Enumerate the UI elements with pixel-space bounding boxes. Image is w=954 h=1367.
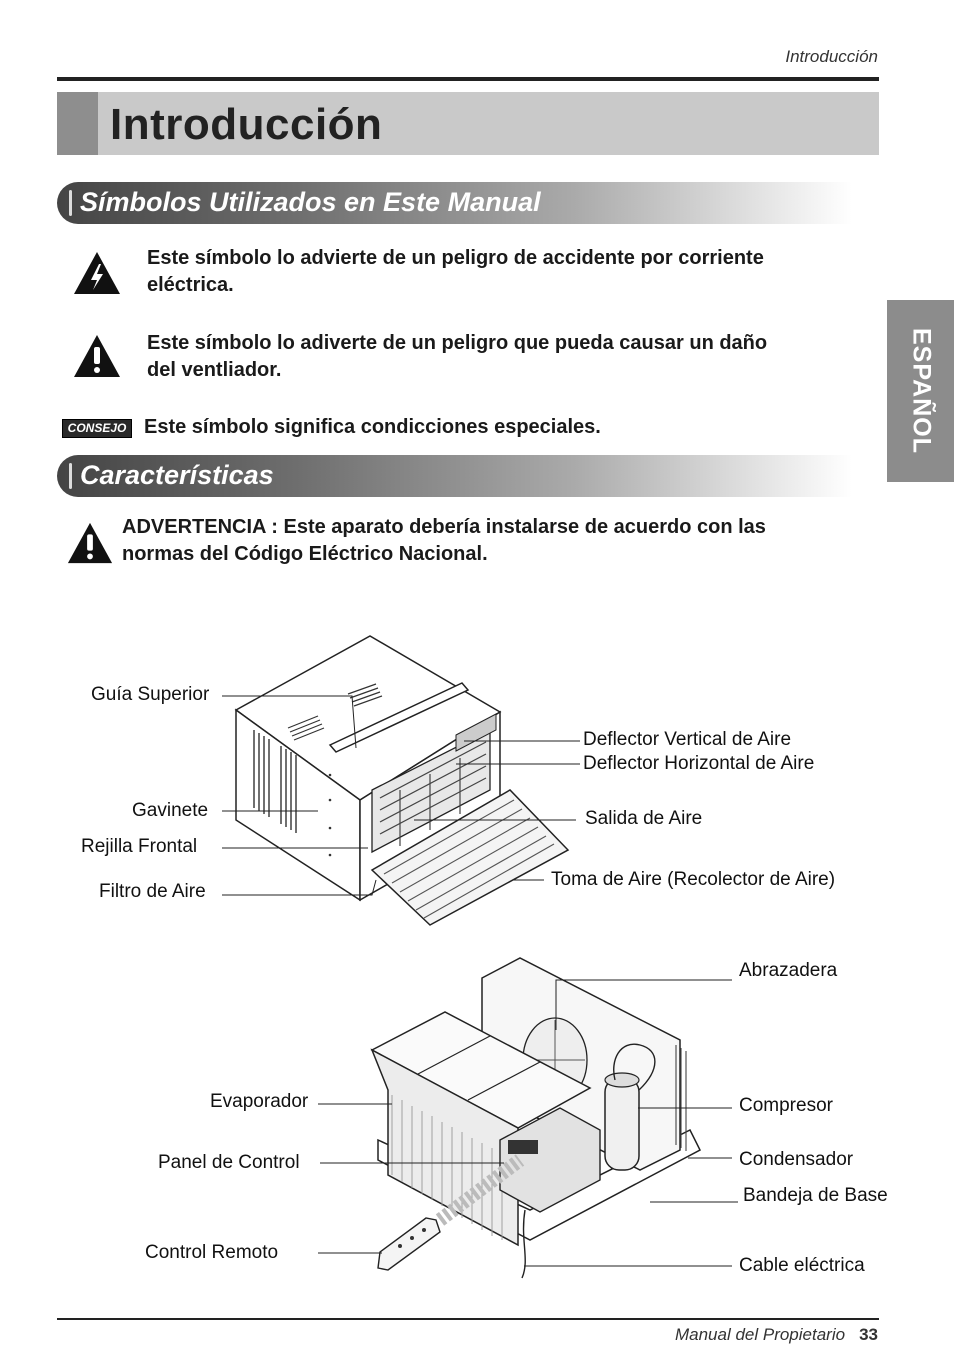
title-accent: [57, 92, 98, 155]
symbol-desc-electric-line1: Este símbolo lo advierte de un peligro de accidente por corriente: [147, 247, 764, 269]
symbol-desc-electric-line2: eléctrica.: [147, 274, 234, 296]
section-heading-symbols-text: Símbolos Utilizados en Este Manual: [80, 187, 541, 217]
section-heading-symbols: [57, 182, 852, 224]
label-control-remoto: Control Remoto: [145, 1242, 279, 1263]
page-title: Introducción: [110, 100, 383, 149]
label-bandeja-base: Bandeja de Base: [743, 1185, 888, 1206]
label-evaporador: Evaporador: [210, 1091, 309, 1112]
label-salida-aire: Salida de Aire: [585, 808, 703, 829]
section-heading-features: [57, 455, 852, 497]
running-header: Introducción: [785, 47, 878, 66]
footer-manual-label: Manual del Propietario: [674, 1325, 846, 1344]
section-heading-features-text: Características: [80, 460, 274, 490]
advertencia-line1: ADVERTENCIA : Este aparato debería instalarse de acuerdo con las: [122, 516, 766, 538]
label-filtro-aire: Filtro de Aire: [99, 881, 206, 902]
warning-icon: [72, 333, 122, 379]
label-condensador: Condensador: [739, 1149, 854, 1170]
consejo-desc: Este símbolo significa condicciones especiales.: [144, 416, 601, 438]
language-tab-label: ESPAÑOL: [907, 328, 935, 454]
label-deflector-horizontal: Deflector Horizontal de Aire: [583, 753, 815, 774]
symbol-desc-warning-line1: Este símbolo lo adiverte de un peligro que pueda causar un daño: [147, 332, 768, 354]
consejo-badge: CONSEJO: [62, 419, 132, 438]
label-toma-aire: Toma de Aire (Recolector de Aire): [551, 869, 836, 890]
bottom-divider: [57, 1318, 879, 1320]
top-divider: [57, 77, 879, 81]
symbol-desc-warning: [147, 330, 767, 384]
language-tab: [887, 300, 954, 482]
page-number: 33: [859, 1325, 878, 1344]
electric-hazard-icon: [72, 250, 122, 296]
label-abrazadera: Abrazadera: [739, 960, 838, 981]
page-footer: [675, 1325, 878, 1345]
advertencia-warning-icon: [66, 520, 114, 566]
label-rejilla-frontal: Rejilla Frontal: [81, 836, 198, 857]
label-gavinete: Gavinete: [132, 800, 209, 821]
label-guia-superior: Guía Superior: [91, 684, 210, 705]
symbol-desc-warning-line2: del ventliador.: [147, 359, 282, 381]
label-cable-electrica: Cable eléctrica: [739, 1255, 865, 1276]
symbol-desc-electric: [147, 245, 764, 299]
label-compresor: Compresor: [739, 1095, 833, 1116]
advertencia-line2: normas del Código Eléctrico Nacional.: [122, 543, 488, 565]
advertencia-text: [122, 514, 766, 568]
label-deflector-vertical: Deflector Vertical de Aire: [583, 729, 792, 750]
label-panel-control: Panel de Control: [158, 1152, 300, 1173]
